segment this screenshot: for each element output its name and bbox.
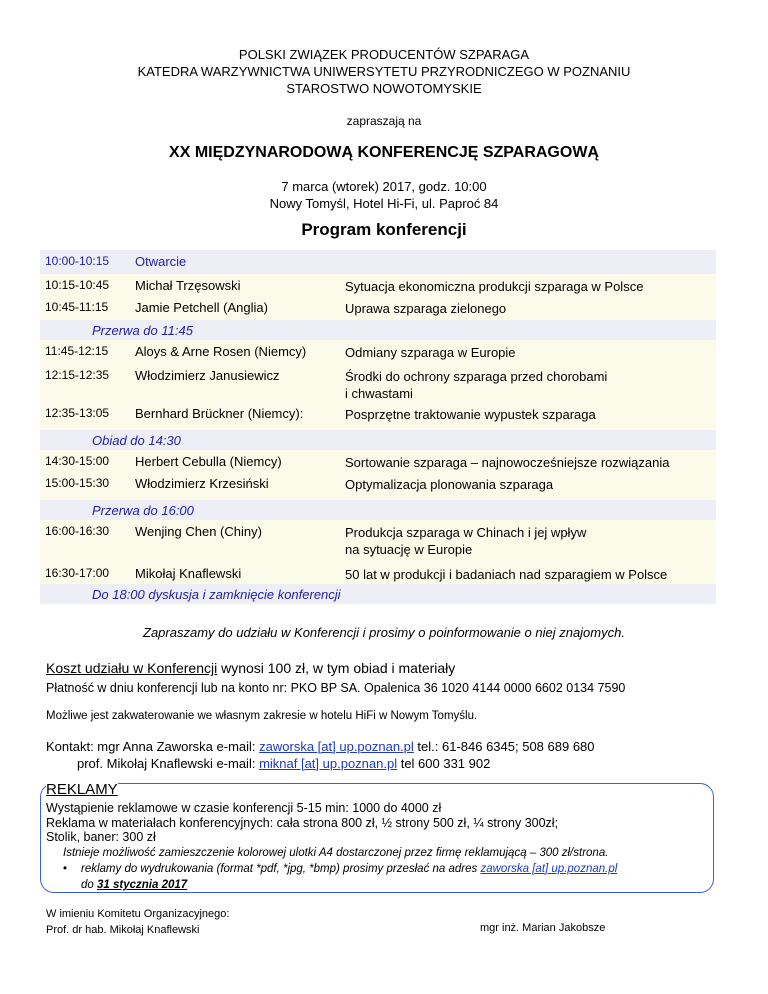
contact-1-name: Kontakt: mgr Anna Zaworska e-mail: [46, 739, 260, 754]
schedule-row [40, 340, 716, 364]
schedule-block-1 [40, 274, 716, 320]
schedule-row [40, 562, 716, 584]
schedule-block-2 [40, 340, 716, 430]
time-cell: 12:35-13:05 [45, 406, 110, 420]
speaker-cell: Michał Trzęsowski [135, 278, 241, 293]
contact-1-phone: tel.: 61-846 6345; 508 689 680 [413, 739, 595, 754]
date-place [0, 178, 768, 212]
ads-notes [63, 845, 713, 893]
topic-cell: Optymalizacja plonowania szparaga [345, 477, 554, 492]
schedule-row [40, 364, 716, 402]
organizer-2: KATEDRA WARZYWNICTWA UNIWERSYTETU PRZYRODNICZEGO W POZNANIU [137, 64, 631, 79]
conference-title: XX MIĘDZYNARODOWĄ KONFERENCJĘ SZPARAGOWĄ [169, 144, 599, 161]
date-line: 7 marca (wtorek) 2017, godz. 10:00 [281, 179, 487, 194]
time-cell: 10:45-11:15 [45, 300, 109, 314]
contact-2-email-link[interactable]: miknaf [at] up.poznan.pl [259, 756, 398, 771]
topic-cell [345, 520, 716, 562]
signature-right: mgr inż. Marian Jakobsze [480, 922, 606, 934]
speaker-cell: Herbert Cebulla (Niemcy) [135, 454, 282, 469]
time-cell: 11:45-12:15 [45, 344, 109, 358]
bullet-icon: • [63, 863, 68, 875]
time-cell: 12:15-12:35 [45, 368, 110, 382]
closing-row: Do 18:00 dyskusja i zamknięcie konferencji [40, 584, 716, 604]
break-row: Obiad do 14:30 [40, 430, 716, 450]
schedule-row [40, 520, 716, 562]
topic-cell: 50 lat w produkcji i badaniach nad szparagiem w Polsce [345, 567, 668, 582]
topic-line-1: Środki do ochrony szparaga przed chorobami [345, 369, 608, 384]
ads-line-2: Reklama w materiałach konferencyjnych: cała strona 800 zł, ½ strony 500 zł, ¼ strony 300zł; [46, 815, 559, 830]
organizers [0, 46, 768, 97]
time-cell: 16:30-17:00 [45, 566, 110, 580]
ads-line-1: Wystąpienie reklamowe w czasie konferencji 5-15 min: 1000 do 4000 zł [46, 801, 442, 815]
speaker-cell: Włodzimierz Krzesiński [135, 476, 269, 491]
speaker-cell: Bernhard Brückner (Niemcy): [135, 406, 304, 421]
ads-title: REKLAMY [46, 781, 118, 798]
speaker-cell: Mikołaj Knaflewski [135, 566, 242, 581]
cost-label: Koszt udziału w Konferencji [46, 660, 218, 676]
topic-line-2: i chwastami [345, 386, 413, 401]
contact-1-email-link[interactable]: zaworska [at] up.poznan.pl [259, 739, 414, 754]
contact-line-1 [46, 738, 595, 755]
schedule-table [40, 250, 716, 604]
invite-line: zapraszają na [346, 114, 422, 128]
contact-block [46, 738, 595, 772]
organizer-1: POLSKI ZWIĄZEK PRODUCENTÓW SZPARAGA [238, 47, 530, 62]
speaker-cell: Włodzimierz Janusiewicz [135, 368, 280, 383]
topic-cell [345, 364, 716, 402]
schedule-row [40, 450, 716, 472]
ads-note-2-text: reklamy do wydrukowania (format *pdf, *jpg, *bmp) prosimy przesłać na adres [81, 863, 481, 875]
topic-cell: Odmiany szparaga w Europie [345, 345, 516, 360]
cost-line [46, 660, 455, 676]
signature-name-left: Prof. dr hab. Mikołaj Knaflewski [46, 924, 200, 936]
time-cell: 16:00-16:30 [45, 524, 110, 538]
time-cell: 10:00-10:15 [45, 254, 110, 268]
schedule-row [40, 274, 716, 296]
topic-line-1: Produkcja szparaga w Chinach i jej wpływ [345, 525, 587, 540]
opening-label: Otwarcie [135, 254, 187, 269]
cost-text: wynosi 100 zł, w tym obiad i materiały [217, 660, 456, 676]
schedule-block-3 [40, 450, 716, 500]
topic-cell: Sytuacja ekonomiczna produkcji szparaga w Polsce [345, 279, 644, 294]
organizer-3: STAROSTWO NOWOTOMYSKIE [286, 81, 482, 96]
time-cell: 10:15-10:45 [45, 278, 110, 292]
topic-cell: Sortowanie szparaga – najnowocześniejsze rozwiązania [345, 455, 670, 470]
break-row: Przerwa do 11:45 [40, 320, 716, 340]
ads-note-3 [63, 877, 713, 893]
topic-cell: Uprawa szparaga zielonego [345, 301, 507, 316]
ads-email-link[interactable]: zaworska [at] up.poznan.pl [480, 863, 618, 875]
topic-cell: Posprzętne traktowanie wypustek szparaga [345, 407, 596, 422]
schedule-row [40, 402, 716, 430]
schedule-row [40, 296, 716, 320]
ads-note-1: Istnieje możliwość zamieszczenie kolorowej ulotki A4 dostarczonej przez firmę reklamującą – 300 zł/strona. [63, 847, 609, 859]
ads-deadline: 31 stycznia 2017 [97, 879, 188, 891]
lodging-line: Możliwe jest zakwaterowanie we własnym zakresie w hotelu HiFi w Nowym Tomyślu. [46, 710, 478, 722]
speaker-cell: Jamie Petchell (Anglia) [135, 300, 268, 315]
program-title: Program konferencji [301, 220, 467, 239]
ads-note-2 [63, 861, 713, 877]
schedule-row-opening [40, 250, 716, 274]
ads-note-3-prefix: do [81, 879, 97, 891]
signature-left [46, 906, 229, 938]
time-cell: 14:30-15:00 [45, 454, 110, 468]
signature-committee: W imieniu Komitetu Organizacyjnego: [46, 908, 230, 920]
schedule-row [40, 472, 716, 500]
ads-prices [46, 801, 558, 845]
break-row: Przerwa do 16:00 [40, 500, 716, 520]
payment-line: Płatność w dniu konferencji lub na konto nr: PKO BP SA. Opalenica 36 1020 4144 0000 6602 0134 7590 [46, 681, 626, 695]
place-line: Nowy Tomyśl, Hotel Hi-Fi, ul. Paproć 84 [269, 196, 499, 211]
contact-line-2 [46, 755, 595, 772]
schedule-block-4 [40, 520, 716, 584]
speaker-cell: Aloys & Arne Rosen (Niemcy) [135, 344, 307, 359]
contact-2-phone: tel 600 331 902 [397, 756, 491, 771]
ads-line-3: Stolik, baner: 300 zł [46, 830, 156, 844]
speaker-cell: Wenjing Chen (Chiny) [135, 524, 262, 539]
topic-line-2: na sytuację w Europie [345, 542, 473, 557]
contact-2-name: prof. Mikołaj Knaflewski e-mail: [77, 756, 260, 771]
invitation-text: Zapraszamy do udziału w Konferencji i prosimy o poinformowanie o niej znajomych. [143, 625, 625, 640]
time-cell: 15:00-15:30 [45, 476, 110, 490]
